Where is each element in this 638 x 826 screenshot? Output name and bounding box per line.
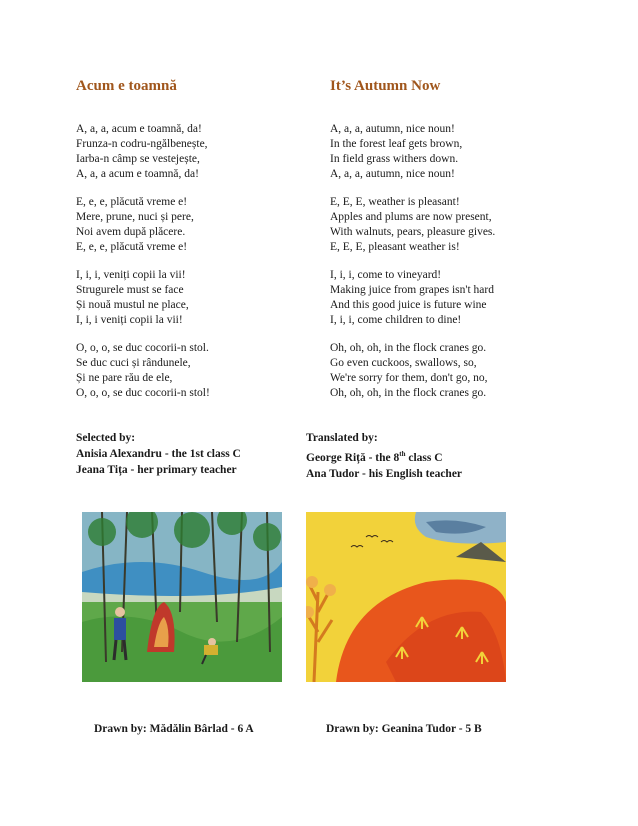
poem-line: A, a, a acum e toamnă, da!	[76, 168, 199, 180]
romanian-stanza-1	[76, 122, 208, 182]
poem-line: E, e, e, plăcută vreme e!	[76, 241, 188, 253]
drawing-caption-left: Drawn by: Mădălin Bârlad - 6 A	[94, 723, 254, 735]
selected-by-credits	[76, 430, 241, 478]
english-stanza-4	[330, 341, 487, 401]
poem-line: E, e, e, plăcută vreme e!	[76, 196, 188, 208]
credits-teacher: Jeana Tița - her primary teacher	[76, 464, 237, 476]
credits-heading: Selected by:	[76, 432, 136, 444]
poem-line: And this good juice is future wine	[330, 299, 487, 311]
credits-translator: George Riță - the 8th class C	[306, 450, 443, 464]
forest-drawing	[82, 512, 282, 682]
poem-line: Iarba-n câmp se vestejește,	[76, 153, 200, 165]
romanian-stanza-4	[76, 341, 210, 401]
english-stanza-2	[330, 195, 495, 255]
poem-line: Mere, prune, nuci și pere,	[76, 211, 194, 223]
poem-line: In field grass withers down.	[330, 153, 459, 165]
poem-line: E, E, E, pleasant weather is!	[330, 241, 460, 253]
poem-line: Frunza-n codru-ngălbenește,	[76, 138, 208, 150]
poem-line: A, a, a, acum e toamnă, da!	[76, 123, 202, 135]
credits-student: Anisia Alexandru - the 1st class C	[76, 448, 241, 460]
poem-line: A, a, a, autumn, nice noun!	[330, 168, 455, 180]
credits-heading: Translated by:	[306, 432, 378, 444]
poem-line: We're sorry for them, don't go, no,	[330, 372, 488, 384]
translated-by-credits	[306, 430, 462, 482]
poem-line: I, i, i, veniți copii la vii!	[76, 269, 186, 281]
poem-line: Oh, oh, oh, in the flock cranes go.	[330, 342, 487, 354]
poem-line: Oh, oh, oh, in the flock cranes go.	[330, 387, 487, 399]
credits-teacher: Ana Tudor - his English teacher	[306, 467, 463, 480]
poem-line: I, i, i, come to vineyard!	[330, 269, 442, 281]
english-poem-title: It’s Autumn Now	[330, 78, 441, 94]
romanian-stanza-3	[76, 268, 189, 328]
poem-line: Go even cuckoos, swallows, so,	[330, 357, 477, 369]
poem-line: E, E, E, weather is pleasant!	[330, 196, 460, 208]
poem-line: Making juice from grapes isn't hard	[330, 284, 494, 296]
english-stanza-1	[330, 122, 462, 182]
autumn-drawing	[306, 512, 506, 682]
poem-line: In the forest leaf gets brown,	[330, 138, 463, 150]
poem-line: Apples and plums are now present,	[330, 211, 492, 223]
poem-line: Și nouă mustul ne place,	[76, 299, 189, 311]
drawing-caption-right: Drawn by: Geanina Tudor - 5 B	[326, 723, 482, 735]
romanian-stanza-2	[76, 195, 194, 255]
poem-line: I, i, i veniți copii la vii!	[76, 314, 183, 326]
poem-line: Strugurele must se face	[76, 284, 184, 296]
poem-line: O, o, o, se duc cocorii-n stol.	[76, 342, 209, 354]
poem-line: Și ne pare rău de ele,	[76, 372, 173, 384]
poem-line: With walnuts, pears, pleasure gives.	[330, 226, 496, 238]
poem-line: Se duc cuci și rândunele,	[76, 357, 191, 369]
poem-line: A, a, a, autumn, nice noun!	[330, 123, 455, 135]
poem-line: Noi avem după plăcere.	[76, 226, 186, 238]
romanian-poem-title: Acum e toamnă	[76, 78, 177, 94]
poem-line: O, o, o, se duc cocorii-n stol!	[76, 387, 210, 399]
poem-line: I, i, i, come children to dine!	[330, 314, 462, 326]
english-stanza-3	[330, 268, 494, 328]
